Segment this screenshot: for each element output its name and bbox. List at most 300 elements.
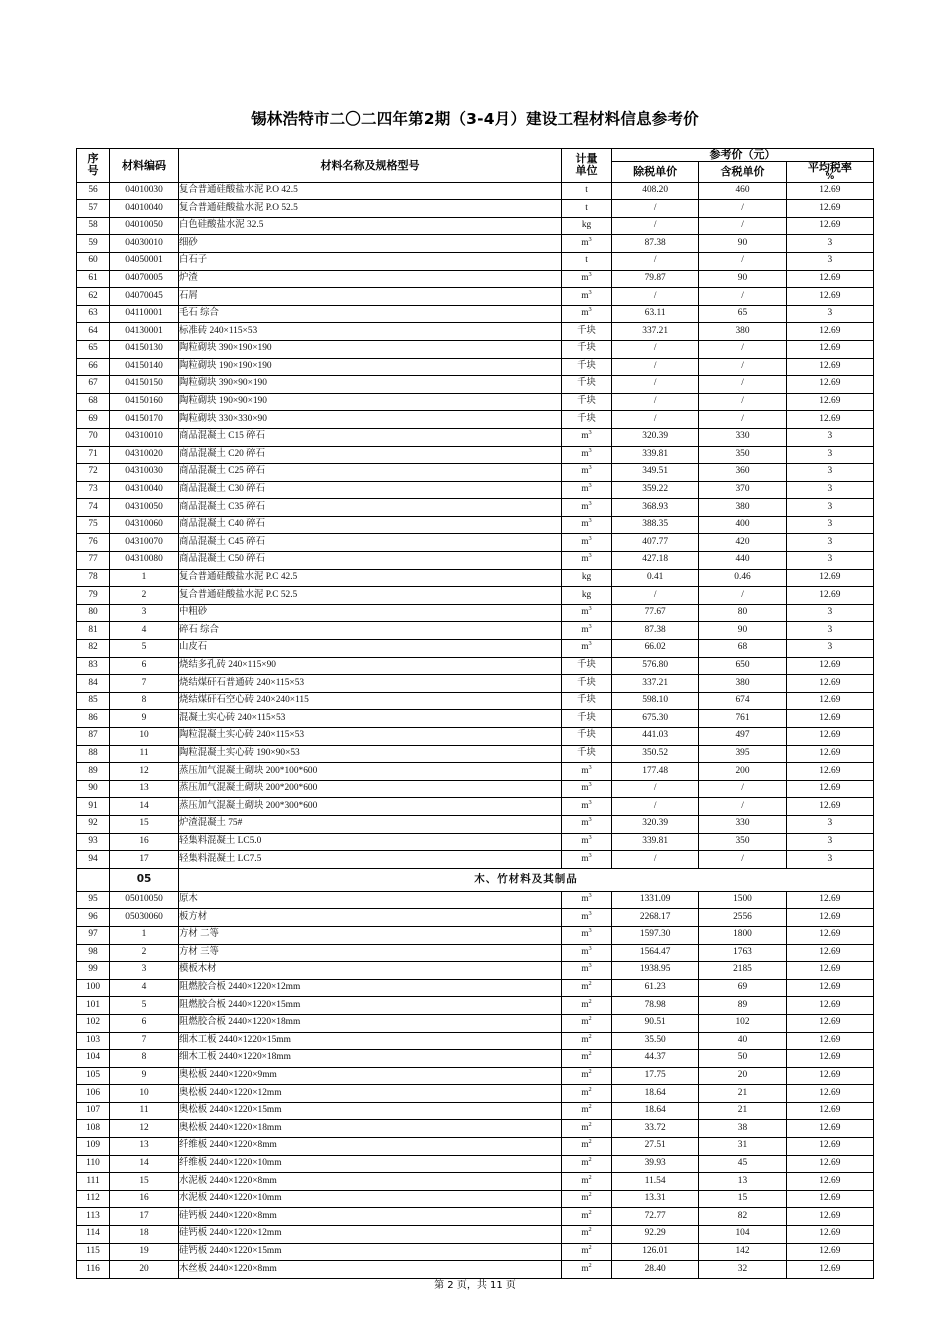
cell-code: 5: [110, 640, 179, 658]
cell-unit: [562, 252, 612, 270]
cell-seq: 88: [77, 745, 110, 763]
cell-code: 6: [110, 657, 179, 675]
cell-unit-base: m: [581, 911, 589, 922]
table-row: [77, 358, 874, 376]
cell-name: 奥松板 2440×1220×9mm: [179, 1067, 562, 1085]
table-row: [77, 1102, 874, 1120]
cell-unit: [562, 622, 612, 640]
cell-in-tax-price: /: [699, 252, 786, 270]
cell-name: 方材 三等: [179, 944, 562, 962]
table-row: [77, 217, 874, 235]
cell-unit-base: m: [581, 607, 589, 618]
table-row: [77, 979, 874, 997]
cell-name: 硅钙板 2440×1220×15mm: [179, 1243, 562, 1261]
cell-code: 6: [110, 1014, 179, 1032]
cell-tax-rate: 3: [786, 534, 873, 552]
table-row: [77, 1032, 874, 1050]
table-row: [77, 604, 874, 622]
cell-tax-rate: 3: [786, 833, 873, 851]
cell-unit-exponent: 3: [588, 833, 592, 841]
cell-tax-rate: 12.69: [786, 182, 873, 200]
cell-tax-rate: 12.69: [786, 1014, 873, 1032]
cell-in-tax-price: 38: [699, 1120, 786, 1138]
cell-code: 04310040: [110, 481, 179, 499]
cell-unit: [562, 798, 612, 816]
cell-unit-base: m: [581, 519, 589, 530]
cell-unit-exponent: 2: [588, 1067, 592, 1075]
cell-code: 14: [110, 1155, 179, 1173]
cell-in-tax-price: /: [699, 358, 786, 376]
cell-tax-rate: 12.69: [786, 587, 873, 605]
cell-code: 4: [110, 979, 179, 997]
cell-in-tax-price: 650: [699, 657, 786, 675]
cell-name: 纤维板 2440×1220×10mm: [179, 1155, 562, 1173]
cell-name: 木丝板 2440×1220×8mm: [179, 1261, 562, 1279]
cell-code: 04050001: [110, 252, 179, 270]
table-row: [77, 798, 874, 816]
cell-name: 陶粒砌块 190×90×190: [179, 393, 562, 411]
cell-unit: [562, 182, 612, 200]
table-row: [77, 323, 874, 341]
cell-name: 炉渣: [179, 270, 562, 288]
cell-unit-base: m: [581, 1263, 589, 1274]
cell-unit-exponent: 3: [588, 534, 592, 542]
cell-seq: 93: [77, 833, 110, 851]
cell-code: 04310060: [110, 516, 179, 534]
cell-code: 19: [110, 1243, 179, 1261]
cell-name: 细木工板 2440×1220×15mm: [179, 1032, 562, 1050]
cell-unit-base: m: [581, 818, 589, 829]
cell-unit: [562, 569, 612, 587]
table-row: [77, 763, 874, 781]
cell-tax-rate: 3: [786, 851, 873, 869]
cell-code: 1: [110, 569, 179, 587]
cell-unit: [562, 376, 612, 394]
cell-name: 复合普通硅酸盐水泥 P.C 52.5: [179, 587, 562, 605]
cell-ex-tax-price: 337.21: [612, 323, 699, 341]
cell-tax-rate: 12.69: [786, 217, 873, 235]
cell-seq: 59: [77, 235, 110, 253]
cell-unit: [562, 1032, 612, 1050]
cell-in-tax-price: 69: [699, 979, 786, 997]
cell-unit: [562, 305, 612, 323]
cell-ex-tax-price: /: [612, 851, 699, 869]
cell-seq: 62: [77, 288, 110, 306]
cell-ex-tax-price: 320.39: [612, 428, 699, 446]
cell-name: 阻燃胶合板 2440×1220×15mm: [179, 997, 562, 1015]
cell-unit: [562, 675, 612, 693]
cell-unit-base: t: [585, 184, 588, 195]
cell-unit-exponent: 2: [588, 1226, 592, 1234]
cell-unit: [562, 815, 612, 833]
cell-ex-tax-price: 63.11: [612, 305, 699, 323]
cell-unit-exponent: 2: [588, 1085, 592, 1093]
cell-ex-tax-price: /: [612, 288, 699, 306]
cell-unit-base: m: [581, 431, 589, 442]
table-row: [77, 891, 874, 909]
cell-seq: 109: [77, 1138, 110, 1156]
cell-name: 陶粒砌块 330×330×90: [179, 411, 562, 429]
cell-ex-tax-price: 349.51: [612, 464, 699, 482]
cell-seq: 70: [77, 428, 110, 446]
cell-code: 10: [110, 728, 179, 746]
cell-unit-exponent: 3: [588, 909, 592, 917]
cell-unit: [562, 340, 612, 358]
cell-code: 04310010: [110, 428, 179, 446]
cell-code: 10: [110, 1085, 179, 1103]
cell-ex-tax-price: /: [612, 340, 699, 358]
cell-code: 16: [110, 833, 179, 851]
cell-seq: 90: [77, 780, 110, 798]
table-row: [77, 499, 874, 517]
cell-in-tax-price: 330: [699, 428, 786, 446]
cell-unit-exponent: 2: [588, 979, 592, 987]
cell-seq: 111: [77, 1173, 110, 1191]
cell-name: 奥松板 2440×1220×12mm: [179, 1085, 562, 1103]
cell-unit: [562, 745, 612, 763]
cell-unit: [562, 997, 612, 1015]
cell-unit: [562, 909, 612, 927]
cell-ex-tax-price: 675.30: [612, 710, 699, 728]
cell-in-tax-price: 82: [699, 1208, 786, 1226]
cell-code: 9: [110, 1067, 179, 1085]
table-row: [77, 552, 874, 570]
cell-ex-tax-price: /: [612, 200, 699, 218]
cell-ex-tax-price: 28.40: [612, 1261, 699, 1279]
cell-ex-tax-price: 368.93: [612, 499, 699, 517]
cell-seq: 99: [77, 962, 110, 980]
cell-unit-base: m: [581, 536, 589, 547]
cell-seq: 85: [77, 692, 110, 710]
cell-ex-tax-price: 13.31: [612, 1190, 699, 1208]
cell-seq: 68: [77, 393, 110, 411]
cell-in-tax-price: 90: [699, 235, 786, 253]
cell-seq: 113: [77, 1208, 110, 1226]
cell-unit: [562, 516, 612, 534]
cell-tax-rate: 12.69: [786, 1138, 873, 1156]
cell-tax-rate: 12.69: [786, 358, 873, 376]
cell-unit-base: m: [581, 1210, 589, 1221]
cell-tax-rate: 3: [786, 305, 873, 323]
cell-unit-exponent: 3: [588, 781, 592, 789]
column-header-unit-line1: 计量: [575, 151, 598, 165]
cell-name: 商品混凝土 C25 碎石: [179, 464, 562, 482]
cell-tax-rate: 3: [786, 516, 873, 534]
cell-code: 04150160: [110, 393, 179, 411]
cell-name: 蒸压加气混凝土砌块 200*100*600: [179, 763, 562, 781]
cell-unit-base: m: [581, 554, 589, 565]
cell-unit-base: m: [581, 448, 589, 459]
cell-unit-exponent: 3: [588, 235, 592, 243]
cell-unit-base: m: [581, 946, 589, 957]
cell-unit-exponent: 2: [588, 1138, 592, 1146]
cell-in-tax-price: 497: [699, 728, 786, 746]
cell-seq: 87: [77, 728, 110, 746]
cell-seq: 96: [77, 909, 110, 927]
cell-in-tax-price: 2556: [699, 909, 786, 927]
cell-seq: 65: [77, 340, 110, 358]
cell-in-tax-price: 20: [699, 1067, 786, 1085]
cell-tax-rate: 12.69: [786, 763, 873, 781]
cell-code: 20: [110, 1261, 179, 1279]
cell-unit: [562, 358, 612, 376]
cell-seq: 57: [77, 200, 110, 218]
cell-seq: 95: [77, 891, 110, 909]
cell-tax-rate: 12.69: [786, 944, 873, 962]
cell-in-tax-price: 200: [699, 763, 786, 781]
cell-code: 04150140: [110, 358, 179, 376]
cell-name: 陶粒砌块 390×190×190: [179, 340, 562, 358]
cell-unit-base: m: [581, 237, 589, 248]
cell-name: 碎石 综合: [179, 622, 562, 640]
cell-in-tax-price: /: [699, 798, 786, 816]
cell-unit-exponent: 3: [588, 499, 592, 507]
table-row: [77, 288, 874, 306]
cell-unit: [562, 1243, 612, 1261]
cell-unit-exponent: 3: [588, 851, 592, 859]
cell-tax-rate: 12.69: [786, 200, 873, 218]
table-row: [77, 1173, 874, 1191]
cell-code: 17: [110, 851, 179, 869]
cell-ex-tax-price: 2268.17: [612, 909, 699, 927]
cell-unit-base: 千块: [577, 695, 596, 706]
cell-code: 9: [110, 710, 179, 728]
cell-in-tax-price: 0.46: [699, 569, 786, 587]
cell-tax-rate: 12.69: [786, 657, 873, 675]
cell-ex-tax-price: 177.48: [612, 763, 699, 781]
cell-name: 复合普通硅酸盐水泥 P.C 42.5: [179, 569, 562, 587]
cell-unit: [562, 393, 612, 411]
cell-unit-exponent: 2: [588, 1015, 592, 1023]
cell-name: 奥松板 2440×1220×15mm: [179, 1102, 562, 1120]
cell-seq: 101: [77, 997, 110, 1015]
column-header-unit-line2: 单位: [575, 164, 598, 178]
cell-unit-base: m: [581, 1105, 589, 1116]
cell-code: 11: [110, 745, 179, 763]
cell-tax-rate: 12.69: [786, 997, 873, 1015]
cell-ex-tax-price: 126.01: [612, 1243, 699, 1261]
cell-tax-rate: 12.69: [786, 780, 873, 798]
cell-unit-base: m: [581, 484, 589, 495]
cell-unit: [562, 1155, 612, 1173]
cell-unit-exponent: 3: [588, 962, 592, 970]
cell-seq: 66: [77, 358, 110, 376]
cell-code: 04070005: [110, 270, 179, 288]
cell-tax-rate: 3: [786, 552, 873, 570]
cell-in-tax-price: 370: [699, 481, 786, 499]
cell-tax-rate: 12.69: [786, 1190, 873, 1208]
table-row: [77, 728, 874, 746]
table-row: [77, 1155, 874, 1173]
cell-in-tax-price: /: [699, 851, 786, 869]
cell-unit-base: m: [581, 1070, 589, 1081]
cell-unit: [562, 1190, 612, 1208]
table-row: [77, 909, 874, 927]
cell-unit-exponent: 2: [588, 1103, 592, 1111]
cell-ex-tax-price: 350.52: [612, 745, 699, 763]
cell-in-tax-price: 380: [699, 675, 786, 693]
cell-ex-tax-price: 1597.30: [612, 926, 699, 944]
cell-in-tax-price: 50: [699, 1050, 786, 1068]
cell-in-tax-price: 15: [699, 1190, 786, 1208]
cell-name: 陶粒砌块 190×190×190: [179, 358, 562, 376]
cell-seq: 103: [77, 1032, 110, 1050]
table-row: [77, 1190, 874, 1208]
cell-ex-tax-price: 339.81: [612, 446, 699, 464]
cell-code: 05030060: [110, 909, 179, 927]
cell-code: 04310020: [110, 446, 179, 464]
cell-unit-base: 千块: [577, 659, 596, 670]
column-header-ex-tax: 除税单价: [612, 161, 699, 182]
cell-seq: 76: [77, 534, 110, 552]
cell-name: 蒸压加气混凝土砌块 200*200*600: [179, 780, 562, 798]
cell-name: 阻燃胶合板 2440×1220×12mm: [179, 979, 562, 997]
cell-unit-base: m: [581, 800, 589, 811]
cell-in-tax-price: /: [699, 288, 786, 306]
cell-name: 模板木材: [179, 962, 562, 980]
column-header-rate: [786, 161, 873, 182]
cell-seq: 104: [77, 1050, 110, 1068]
cell-ex-tax-price: 441.03: [612, 728, 699, 746]
cell-unit: [562, 428, 612, 446]
cell-unit-base: m: [581, 1245, 589, 1256]
cell-in-tax-price: 460: [699, 182, 786, 200]
cell-unit-base: m: [581, 1175, 589, 1186]
cell-unit-base: m: [581, 1034, 589, 1045]
cell-unit: [562, 534, 612, 552]
cell-in-tax-price: 400: [699, 516, 786, 534]
cell-unit: [562, 499, 612, 517]
cell-tax-rate: 12.69: [786, 323, 873, 341]
cell-in-tax-price: /: [699, 587, 786, 605]
cell-ex-tax-price: 92.29: [612, 1226, 699, 1244]
cell-unit: [562, 962, 612, 980]
cell-tax-rate: 3: [786, 622, 873, 640]
table-row: [77, 997, 874, 1015]
cell-ex-tax-price: 44.37: [612, 1050, 699, 1068]
cell-ex-tax-price: 18.64: [612, 1085, 699, 1103]
cell-tax-rate: 12.69: [786, 1085, 873, 1103]
cell-code: 04010030: [110, 182, 179, 200]
cell-unit-base: m: [581, 894, 589, 905]
cell-tax-rate: 12.69: [786, 1208, 873, 1226]
cell-tax-rate: 12.69: [786, 745, 873, 763]
cell-tax-rate: 12.69: [786, 926, 873, 944]
cell-unit-base: m: [581, 1052, 589, 1063]
cell-unit-base: t: [585, 255, 588, 266]
cell-name: 复合普通硅酸盐水泥 P.O 42.5: [179, 182, 562, 200]
table-row: [77, 1067, 874, 1085]
cell-name: 商品混凝土 C15 碎石: [179, 428, 562, 446]
cell-unit-base: m: [581, 964, 589, 975]
cell-unit-base: 千块: [577, 747, 596, 758]
cell-seq: 94: [77, 851, 110, 869]
table-row: [77, 1050, 874, 1068]
cell-unit-exponent: 2: [588, 1032, 592, 1040]
cell-unit-base: m: [581, 1228, 589, 1239]
cell-unit: [562, 464, 612, 482]
cell-seq: 112: [77, 1190, 110, 1208]
table-row: [77, 235, 874, 253]
cell-ex-tax-price: 66.02: [612, 640, 699, 658]
cell-code: 2: [110, 587, 179, 605]
cell-in-tax-price: 21: [699, 1102, 786, 1120]
table-row: [77, 692, 874, 710]
cell-code: 04150150: [110, 376, 179, 394]
cell-ex-tax-price: 320.39: [612, 815, 699, 833]
cell-code: 13: [110, 1138, 179, 1156]
table-body: [77, 182, 874, 1278]
table-row: [77, 1208, 874, 1226]
cell-seq: 71: [77, 446, 110, 464]
cell-code: 04110001: [110, 305, 179, 323]
cell-unit: [562, 552, 612, 570]
table-row: [77, 446, 874, 464]
cell-name: 细木工板 2440×1220×18mm: [179, 1050, 562, 1068]
cell-unit-exponent: 3: [588, 944, 592, 952]
cell-code: 05010050: [110, 891, 179, 909]
cell-code: 04010040: [110, 200, 179, 218]
column-header-seq: [77, 149, 110, 183]
cell-seq: 73: [77, 481, 110, 499]
cell-seq: 100: [77, 979, 110, 997]
cell-ex-tax-price: 408.20: [612, 182, 699, 200]
cell-tax-rate: 3: [786, 640, 873, 658]
cell-unit-base: m: [581, 1140, 589, 1151]
cell-unit-exponent: 2: [588, 1155, 592, 1163]
cell-tax-rate: 12.69: [786, 675, 873, 693]
cell-ex-tax-price: 1331.09: [612, 891, 699, 909]
cell-in-tax-price: 32: [699, 1261, 786, 1279]
cell-name: 陶粒混凝土实心砖 190×90×53: [179, 745, 562, 763]
cell-unit-exponent: 3: [588, 517, 592, 525]
cell-code: 15: [110, 1173, 179, 1191]
cell-ex-tax-price: 33.72: [612, 1120, 699, 1138]
cell-name: 毛石 综合: [179, 305, 562, 323]
cell-unit-base: m: [581, 642, 589, 653]
cell-in-tax-price: /: [699, 411, 786, 429]
cell-name: 陶粒砌块 390×90×190: [179, 376, 562, 394]
cell-tax-rate: 3: [786, 252, 873, 270]
cell-name: 炉渣混凝土 75#: [179, 815, 562, 833]
cell-ex-tax-price: 61.23: [612, 979, 699, 997]
cell-unit: [562, 481, 612, 499]
cell-code: 3: [110, 962, 179, 980]
cell-tax-rate: 12.69: [786, 569, 873, 587]
cell-code: 4: [110, 622, 179, 640]
cell-name: 轻集料混凝土 LC5.0: [179, 833, 562, 851]
cell-unit-base: 千块: [577, 378, 596, 389]
cell-unit-base: m: [581, 765, 589, 776]
cell-seq: 67: [77, 376, 110, 394]
cell-seq: 115: [77, 1243, 110, 1261]
table-row: [77, 534, 874, 552]
cell-code: 04010050: [110, 217, 179, 235]
cell-unit-base: m: [581, 624, 589, 635]
cell-tax-rate: 12.69: [786, 909, 873, 927]
cell-name: 标准砖 240×115×53: [179, 323, 562, 341]
cell-name: 山皮石: [179, 640, 562, 658]
column-header-rate-label: 平均税率: [807, 160, 852, 174]
cell-tax-rate: 3: [786, 464, 873, 482]
table-row: [77, 428, 874, 446]
cell-unit: [562, 446, 612, 464]
cell-tax-rate: 12.69: [786, 288, 873, 306]
cell-tax-rate: 12.69: [786, 411, 873, 429]
cell-tax-rate: 12.69: [786, 798, 873, 816]
cell-in-tax-price: /: [699, 340, 786, 358]
cell-unit: [562, 710, 612, 728]
